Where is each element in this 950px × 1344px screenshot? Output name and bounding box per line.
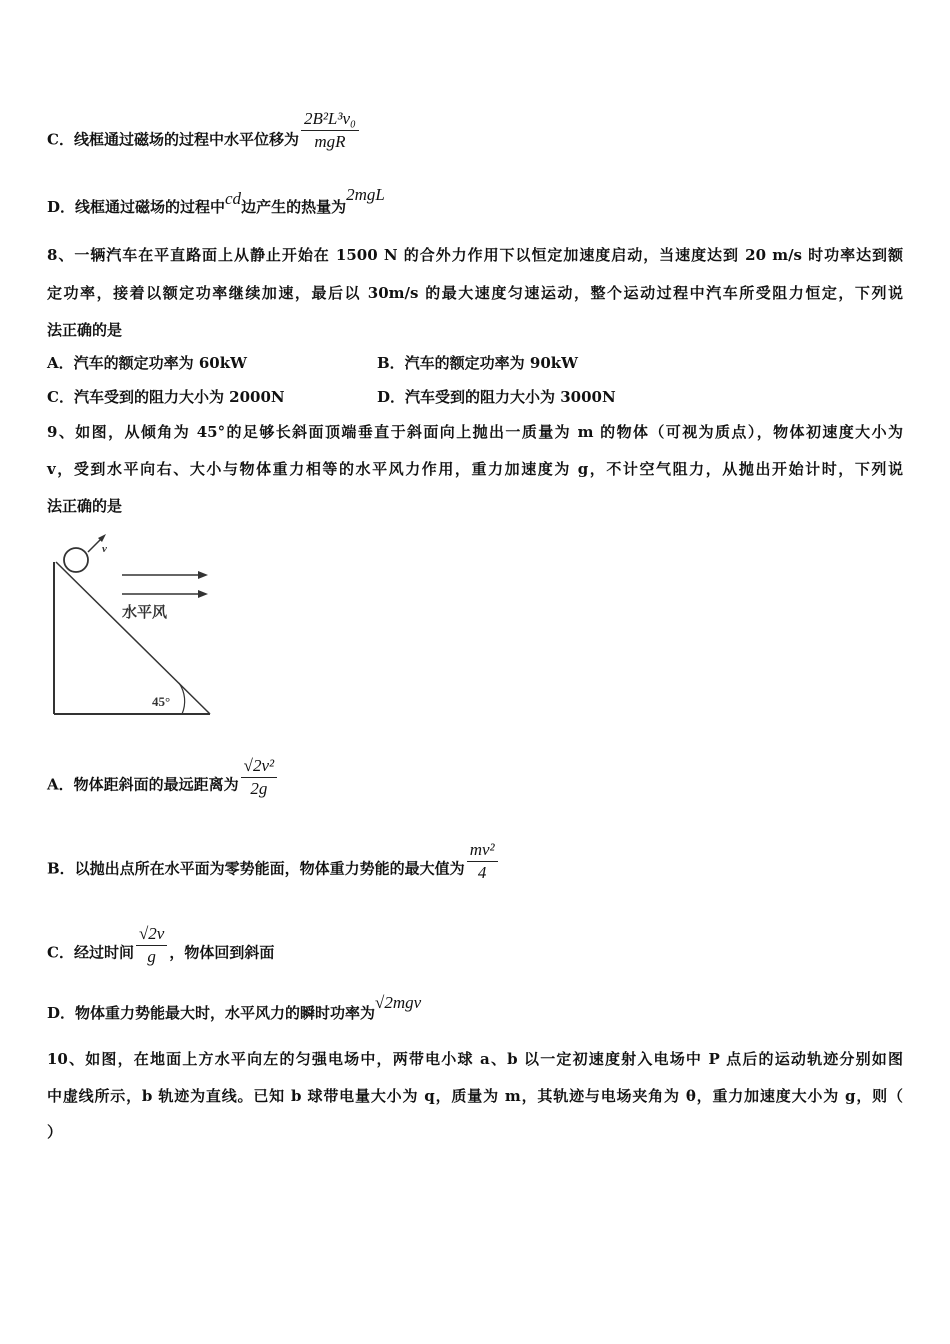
q9-option-c-label-b: ，物体回到斜面 bbox=[169, 943, 275, 962]
q7-option-d-value: 2mgL bbox=[346, 185, 385, 204]
wind-arrowhead-lower bbox=[198, 590, 208, 598]
q9-option-b bbox=[47, 840, 500, 892]
q7-option-d-label-a: D．线框通过磁场的过程中 bbox=[47, 198, 226, 216]
angle-label: 45° bbox=[152, 694, 171, 709]
q8-stem-line-3: 法正确的是 bbox=[47, 321, 123, 339]
q7-option-c bbox=[47, 109, 361, 163]
q9-option-d-value: √2mgv bbox=[375, 993, 422, 1012]
q9-stem-line-3: 法正确的是 bbox=[47, 497, 123, 515]
incline-slope bbox=[56, 562, 210, 714]
q7-option-d-label-b: 边产生的热量为 bbox=[241, 198, 347, 216]
wind-label: 水平风 bbox=[122, 603, 168, 621]
q8-option-c: C．汽车受到的阻力大小为 2000N bbox=[47, 388, 285, 406]
q9-option-b-label: B．以抛出点所在水平面为零势能面，物体重力势能的最大值为 bbox=[47, 859, 465, 878]
q9-option-a-label: A．物体距斜面的最远距离为 bbox=[47, 775, 239, 794]
q9-option-c-label-a: C．经过时间 bbox=[47, 943, 134, 962]
q9-option-a bbox=[47, 756, 279, 808]
q7-option-d-symbol: cd bbox=[225, 189, 242, 208]
ball bbox=[64, 548, 88, 572]
q10-stem-line-1: 10、如图，在地面上方水平向左的匀强电场中，两带电小球 a、b 以一定初速度射入电场中 P 点后的运动轨迹分别如图 bbox=[47, 1050, 903, 1068]
fraction-numerator: √2v bbox=[136, 923, 167, 946]
q8-option-d: D．汽车受到的阻力大小为 3000N bbox=[377, 388, 616, 406]
fraction-denominator: g bbox=[147, 947, 156, 966]
fraction-denominator: 2g bbox=[250, 779, 268, 798]
q7-option-d bbox=[47, 185, 385, 217]
q9-option-c-fraction bbox=[136, 923, 167, 968]
wind-arrowhead-upper bbox=[198, 571, 208, 579]
fraction-denominator: mgR bbox=[314, 132, 346, 151]
q8-stem-line-2: 定功率，接着以额定功率继续加速，最后以 30m/s 的最大速度匀速运动，整个运动过程中汽车所受阻力恒定，下列说 bbox=[47, 284, 903, 302]
q10-stem-line-3: ） bbox=[47, 1123, 63, 1141]
fraction-numerator: 2B²L³v₀ bbox=[301, 108, 359, 131]
q9-incline-figure bbox=[44, 530, 224, 720]
q8-option-b: B．汽车的额定功率为 90kW bbox=[377, 354, 579, 372]
q10-stem-line-2: 中虚线所示，b 轨迹为直线。已知 b 球带电量大小为 q，质量为 m，其轨迹与电场夹角为 θ，重力加速度大小为 g，则（ bbox=[47, 1087, 903, 1105]
q9-option-a-fraction bbox=[241, 755, 277, 800]
fraction-numerator: √2v² bbox=[241, 755, 277, 778]
q9-option-d-label: D．物体重力势能最大时，水平风力的瞬时功率为 bbox=[47, 1004, 376, 1022]
q7-option-c-label: C．线框通过磁场的过程中水平位移为 bbox=[47, 130, 299, 149]
q9-option-b-fraction bbox=[467, 839, 498, 884]
q7-option-c-fraction bbox=[301, 108, 359, 153]
fraction-numerator: mv² bbox=[467, 839, 498, 862]
velocity-label: v bbox=[102, 543, 107, 555]
fraction-denominator: 4 bbox=[477, 863, 487, 882]
q9-option-d bbox=[47, 993, 422, 1023]
q9-stem-line-2: v，受到水平向右、大小与物体重力相等的水平风力作用，重力加速度为 g，不计空气阻力，从抛出开始计时，下列说 bbox=[47, 460, 903, 478]
q8-option-a: A．汽车的额定功率为 60kW bbox=[47, 354, 247, 372]
q9-stem-line-1: 9、如图，从倾角为 45°的足够长斜面顶端垂直于斜面向上抛出一质量为 m 的物体（可视为质点），物体初速度大小为 bbox=[47, 423, 903, 441]
q9-option-c bbox=[47, 924, 275, 976]
q8-stem-line-1: 8、一辆汽车在平直路面上从静止开始在 1500 N 的合外力作用下以恒定加速度启动，当速度达到 20 m/s 时功率达到额 bbox=[47, 246, 903, 264]
